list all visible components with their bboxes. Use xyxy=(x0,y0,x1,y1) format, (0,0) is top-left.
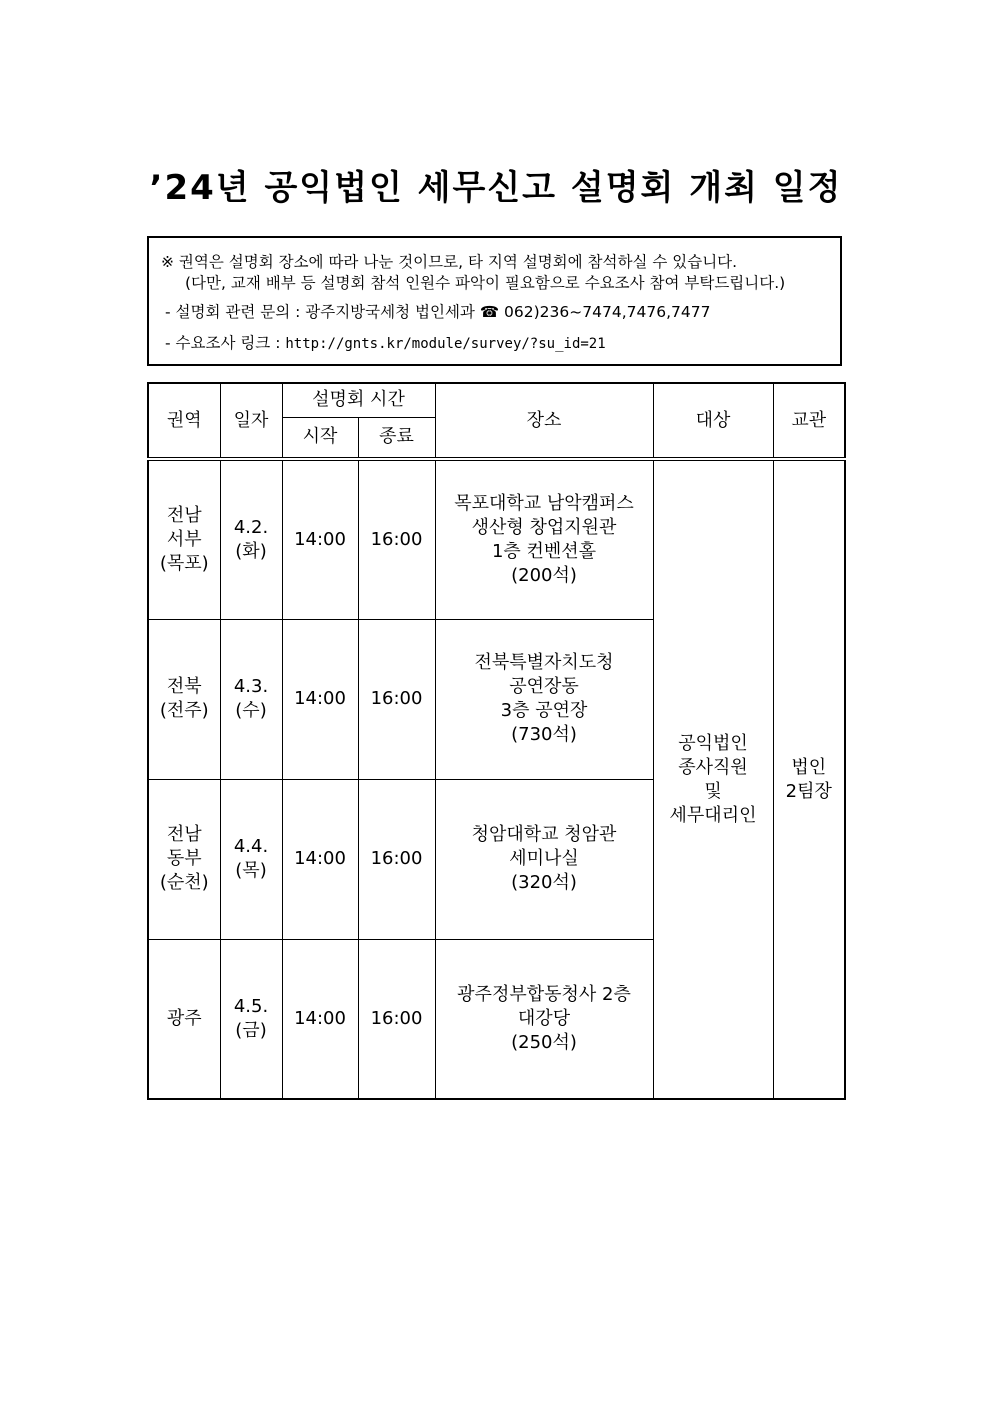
notice-line-2: (다만, 교재 배부 등 설명회 참석 인원수 파악이 필요함으로 수요조사 참여 부탁드립니다.) xyxy=(185,274,786,292)
schedule-table xyxy=(147,382,846,1100)
end-cell: 16:00 xyxy=(358,459,435,619)
start-cell: 14:00 xyxy=(282,619,358,779)
notice-box xyxy=(147,236,842,366)
region-cell: 전남 서부 (목포) xyxy=(148,459,220,619)
survey-info xyxy=(161,333,830,355)
region-cell: 광주 xyxy=(148,939,220,1099)
region-cell: 전남 동부 (순천) xyxy=(148,779,220,939)
table-row xyxy=(148,459,845,619)
venue-cell: 전북특별자치도청 공연장동 3층 공연장 (730석) xyxy=(435,619,653,779)
header-venue: 장소 xyxy=(435,383,653,459)
header-date: 일자 xyxy=(220,383,282,459)
date-cell: 4.2. (화) xyxy=(220,459,282,619)
header-target: 대상 xyxy=(653,383,773,459)
end-cell: 16:00 xyxy=(358,619,435,779)
header-start: 시작 xyxy=(282,417,358,459)
start-cell: 14:00 xyxy=(282,459,358,619)
date-cell: 4.5. (금) xyxy=(220,939,282,1099)
instructor-cell: 법인 2팀장 xyxy=(773,459,845,1099)
survey-label: - 수요조사 링크 : xyxy=(165,334,286,352)
start-cell: 14:00 xyxy=(282,939,358,1099)
contact-info: - 설명회 관련 문의 : 광주지방국세청 법인세과 ☎ 062)236~7474,7476,7477 xyxy=(165,303,711,321)
venue-cell: 청암대학교 청암관 세미나실 (320석) xyxy=(435,779,653,939)
notice-line-1: ※ 권역은 설명회 장소에 따라 나눈 것이므로, 타 지역 설명회에 참석하실 수 있습니다. xyxy=(161,253,738,271)
venue-cell: 목포대학교 남악캠퍼스 생산형 창업지원관 1층 컨벤션홀 (200석) xyxy=(435,459,653,619)
target-cell: 공익법인 종사직원 및 세무대리인 xyxy=(653,459,773,1099)
header-region: 권역 xyxy=(148,383,220,459)
end-cell: 16:00 xyxy=(358,779,435,939)
region-cell: 전북 (전주) xyxy=(148,619,220,779)
page-title: ’24년 공익법인 세무신고 설명회 개최 일정 xyxy=(149,168,843,208)
venue-cell: 광주정부합동청사 2층 대강당 (250석) xyxy=(435,939,653,1099)
end-cell: 16:00 xyxy=(358,939,435,1099)
header-time-group: 설명회 시간 xyxy=(282,383,435,417)
date-cell: 4.4. (목) xyxy=(220,779,282,939)
header-instructor: 교관 xyxy=(773,383,845,459)
header-end: 종료 xyxy=(358,417,435,459)
date-cell: 4.3. (수) xyxy=(220,619,282,779)
start-cell: 14:00 xyxy=(282,779,358,939)
survey-link[interactable]: http://gnts.kr/module/survey/?su_id=21 xyxy=(285,336,606,352)
